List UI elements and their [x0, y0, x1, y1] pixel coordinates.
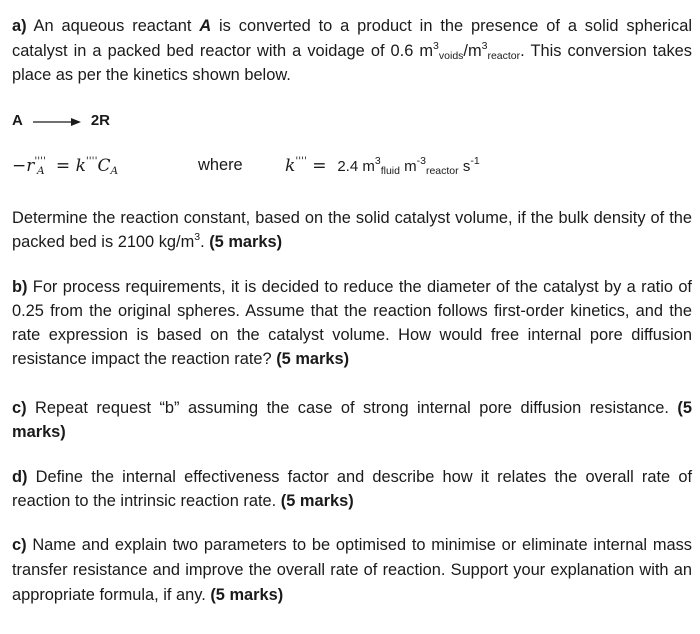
marks-label: (5 marks) [210, 586, 284, 604]
marks-label: (5 marks) [12, 399, 692, 441]
marks-label: (5 marks) [276, 350, 350, 368]
where-label: where [198, 156, 243, 174]
part-label: a) [12, 17, 27, 35]
question-b: b) For process requirements, it is decided to reduce the diameter of the catalyst by a ratio of 0.25 from the original spheres. Assume that the reaction follows first-order kinetics, and the rate expression is based on the catalyst volume. How would free internal pore diffusion resistance impact the reaction rate? (5 marks) [12, 278, 692, 368]
question-d: d) Define the internal effectiveness factor and describe how it relates the overall rate of reaction to the intrinsic reaction rate. (5 marks) [12, 468, 692, 510]
part-label: d) [12, 468, 28, 486]
question-a-intro: a) An aqueous reactant A is converted to a product in the presence of a solid spherical catalyst in a packed bed reactor with a voidage of 0.6 $m^3_{voids}/m^3_{reactor}$. This conversion takes place as per the kinetics shown below. [12, 17, 692, 84]
part-label: b) [12, 278, 28, 296]
reaction-arrow-icon [33, 115, 81, 127]
question-c-repeat: c) Repeat request “b” assuming the case of strong internal pore diffusion resistance. (5 marks) [12, 399, 692, 441]
rate-expression: $-r''''_A = k''''C_A$ [12, 155, 119, 177]
question-c-parameters: c) Name and explain two parameters to be optimised to minimise or eliminate internal mass transfer resistance and improve the overall rate of reaction. Support your explanation with an appropriate formula, if any. (5 marks) [12, 536, 692, 604]
reaction-equation [12, 112, 110, 129]
part-label: c) [12, 536, 27, 554]
rate-law [12, 156, 692, 182]
reaction-reactant: A [12, 112, 23, 129]
reaction-product: 2R [90, 112, 111, 129]
reactant-symbol: A [199, 17, 212, 35]
determine-paragraph: Determine the reaction constant, based on the solid catalyst volume, if the bulk density of the packed bed is 2100 $kg/m^3$. (5 marks) [12, 209, 692, 251]
part-label: c) [12, 399, 27, 417]
marks-label: (5 marks) [209, 233, 283, 251]
rate-constant-definition: k'''' = 2.4 $m^3_{fluid}$ $m^{-3}_{reactor}$ $s^{-1}$ [285, 155, 480, 177]
marks-label: (5 marks) [280, 492, 354, 510]
